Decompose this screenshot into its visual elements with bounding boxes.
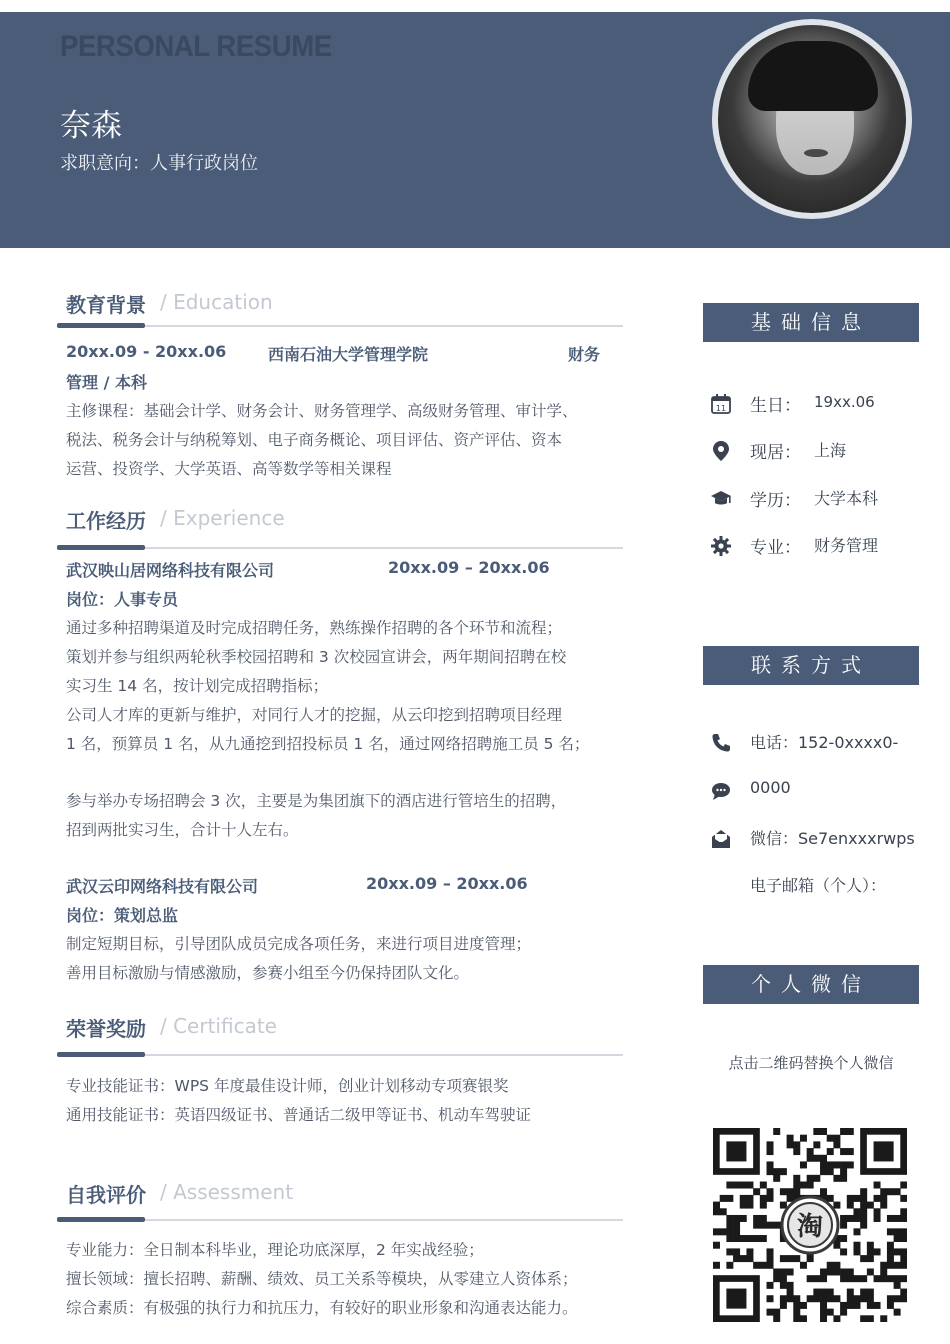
graduation-cap-icon <box>710 488 732 510</box>
assessment-line-1: 专业能力：全日制本科毕业，理论功底深厚，2 年实战经验； <box>66 1241 484 1259</box>
experience-heading: 工作经历 <box>66 509 146 533</box>
wechat-qr-code[interactable] <box>713 1128 907 1322</box>
honors-line-1: 专业技能证书：WPS 年度最佳设计师，创业计划移动专项赛银奖 <box>66 1077 509 1095</box>
wechat-text[interactable]: 微信：Se7enxxxrwps <box>750 829 915 848</box>
degree-label: 学历： <box>750 491 801 511</box>
qr-caption: 点击二维码替换个人微信 <box>728 1054 894 1072</box>
resume-title-en: PERSONAL RESUME <box>60 30 332 63</box>
major-label: 专业： <box>750 538 801 558</box>
phone-text[interactable]: 电话：152-0xxxx0- <box>750 733 899 752</box>
birthday-label: 生日： <box>750 396 801 416</box>
job1-line-2: 策划并参与组织两轮秋季校园招聘和 3 次校园宣讲会，两年期间招聘在校 <box>66 648 567 666</box>
wechat-qr-heading: 个人微信 <box>703 965 919 1004</box>
photo-hair <box>748 41 878 111</box>
qr-badge-text: 淘 <box>796 1212 824 1242</box>
job2-line-1: 制定短期目标，引导团队成员完成各项任务，来进行项目进度管理； <box>66 935 532 953</box>
honors-heading: 荣誉奖励 <box>66 1017 146 1041</box>
education-accent-bar <box>57 323 145 328</box>
phone-icon <box>710 732 732 754</box>
education-date: 20xx.09 - 20xx.06 <box>66 342 227 361</box>
job2-date: 20xx.09 – 20xx.06 <box>366 874 528 893</box>
honors-line-2: 通用技能证书：英语四级证书、普通话二级甲等证书、机动车驾驶证 <box>66 1106 532 1124</box>
honors-heading-en: / Certificate <box>160 1014 277 1038</box>
birthday-value: 19xx.06 <box>814 393 875 411</box>
job1-date: 20xx.09 – 20xx.06 <box>388 558 550 577</box>
basic-info-heading: 基础信息 <box>703 303 919 342</box>
major-value: 财务管理 <box>814 536 879 555</box>
education-heading: 教育背景 <box>66 293 146 317</box>
assessment-heading-en: / Assessment <box>160 1180 294 1204</box>
residence-value: 上海 <box>814 441 847 460</box>
assessment-line-2: 擅长领域：擅长招聘、薪酬、绩效、员工关系等模块，从零建立人资体系； <box>66 1270 578 1288</box>
gear-icon <box>710 535 732 557</box>
chat-bubble-icon <box>710 780 732 802</box>
job2-company: 武汉云印网络科技有限公司 <box>66 877 259 896</box>
qr-code-image <box>713 1128 907 1322</box>
envelope-open-icon <box>710 828 732 850</box>
job1-line-4: 公司人才库的更新与维护，对同行人才的挖掘，从云印挖到招聘项目经理 <box>66 706 563 724</box>
residence-label: 现居： <box>750 443 801 463</box>
education-school: 西南石油大学管理学院 <box>268 345 429 364</box>
experience-heading-en: / Experience <box>160 506 285 530</box>
job1-position: 岗位：人事专员 <box>66 590 179 609</box>
assessment-heading: 自我评价 <box>66 1183 146 1207</box>
job1-line-5: 1 名，预算员 1 名，从九通挖到招投标员 1 名，通过网络招聘施工员 5 名； <box>66 735 590 753</box>
location-pin-icon <box>710 440 732 462</box>
experience-accent-bar <box>57 545 145 550</box>
email-text[interactable]: 电子邮箱（个人）： <box>750 876 887 895</box>
education-major-a: 财务 <box>568 345 601 364</box>
phone-text-cont[interactable]: 0000 <box>750 778 791 797</box>
profile-photo[interactable] <box>712 19 912 219</box>
job-intent: 求职意向：人事行政岗位 <box>60 153 258 174</box>
job2-line-2: 善用目标激励与情感激励，参赛小组至今仍保持团队文化。 <box>66 964 470 982</box>
education-major-b: 管理 / 本科 <box>66 373 147 392</box>
assessment-accent-bar <box>57 1217 145 1222</box>
education-courses-3: 运营、投资学、大学英语、高等数学等相关课程 <box>66 460 392 478</box>
contact-heading: 联系方式 <box>703 646 919 685</box>
job1-line-3: 实习生 14 名，按计划完成招聘指标； <box>66 677 329 695</box>
education-heading-en: / Education <box>160 290 273 314</box>
honors-accent-bar <box>57 1052 145 1057</box>
job1-line-1: 通过多种招聘渠道及时完成招聘任务，熟练操作招聘的各个环节和流程； <box>66 619 563 637</box>
calendar-icon <box>710 393 732 415</box>
education-courses-1: 主修课程：基础会计学、财务会计、财务管理学、高级财务管理、审计学、 <box>66 402 578 420</box>
job1-line-7: 招到两批实习生，合计十人左右。 <box>66 821 299 839</box>
education-courses-2: 税法、税务会计与纳税筹划、电子商务概论、项目评估、资产评估、资本 <box>66 431 563 449</box>
degree-value: 大学本科 <box>814 489 879 508</box>
candidate-name: 奈森 <box>60 108 122 144</box>
job1-line-6: 参与举办专场招聘会 3 次，主要是为集团旗下的酒店进行管培生的招聘， <box>66 792 567 810</box>
job2-position: 岗位：策划总监 <box>66 906 179 925</box>
assessment-line-3: 综合素质：有极强的执行力和抗压力，有较好的职业形象和沟通表达能力。 <box>66 1299 578 1317</box>
svg-text:11: 11 <box>715 404 727 413</box>
job1-company: 武汉映山居网络科技有限公司 <box>66 561 275 580</box>
photo-lip <box>804 149 828 157</box>
